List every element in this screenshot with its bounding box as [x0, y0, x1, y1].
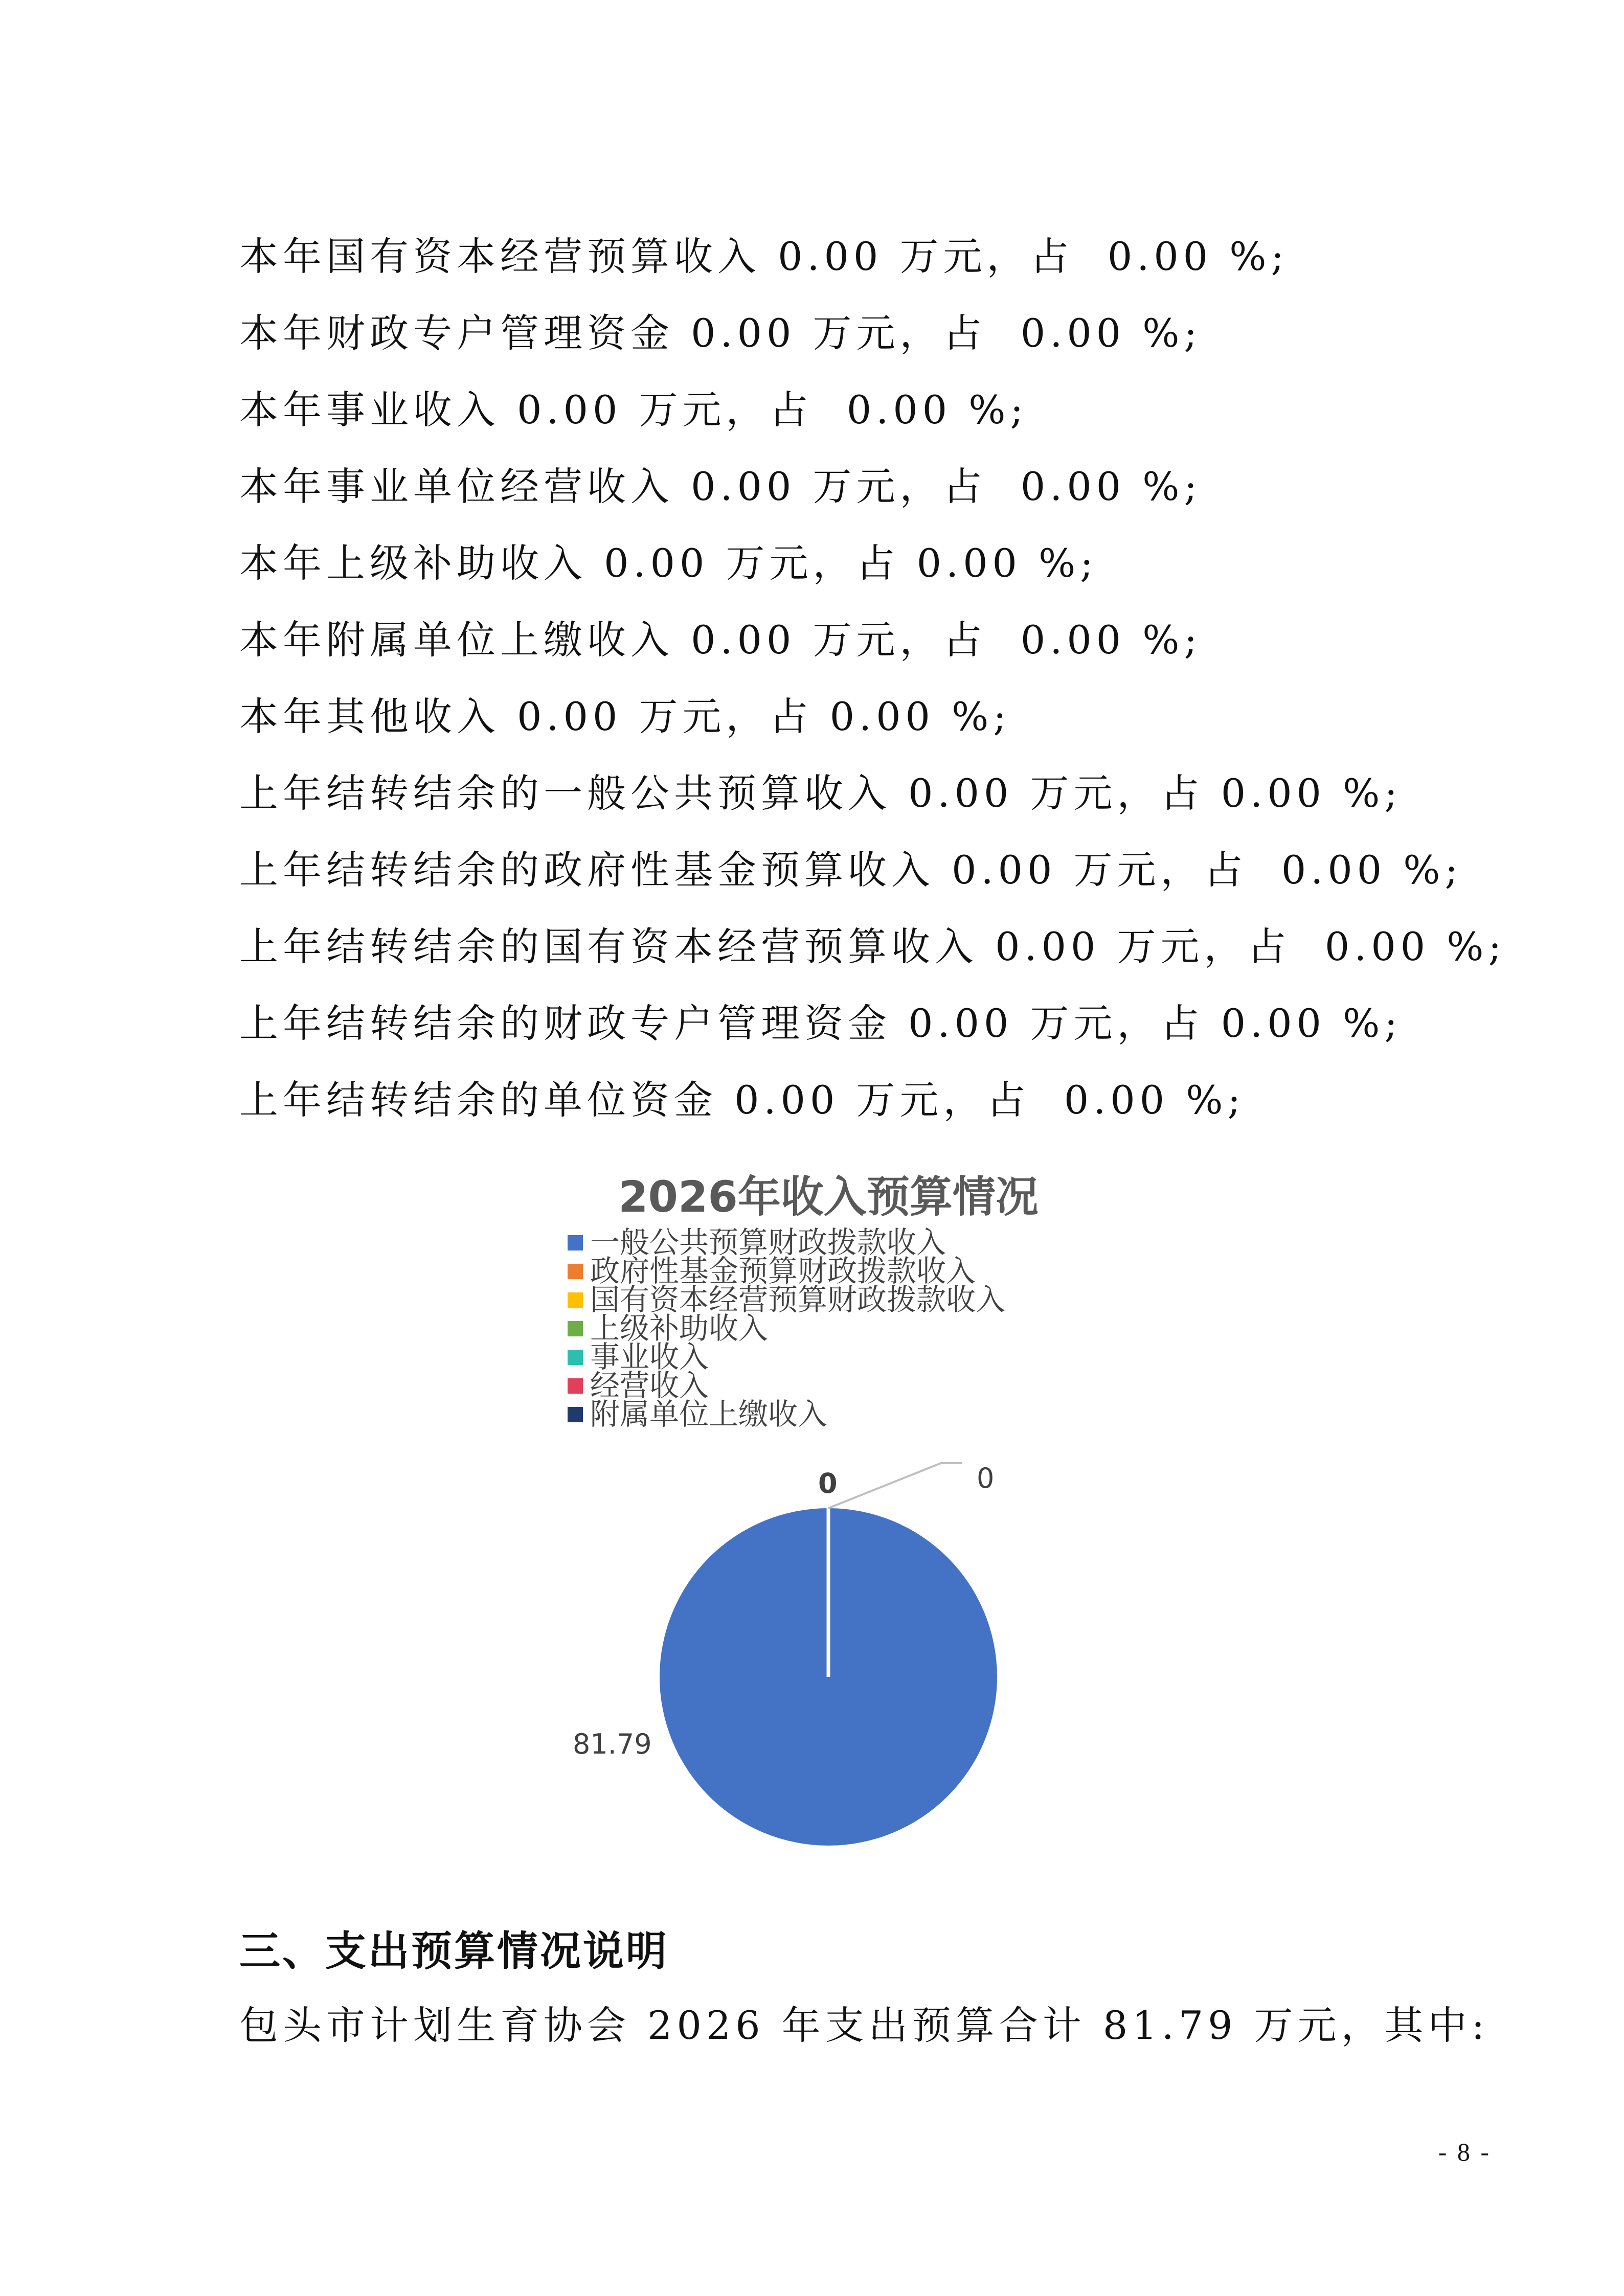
text-line: 本年上级补助收入 0.00 万元，占 0.00 %;: [239, 540, 1098, 586]
data-label: 0: [818, 1467, 838, 1499]
legend-label: 事业收入: [590, 1339, 709, 1374]
legend-swatch: [568, 1350, 583, 1365]
income-pie-chart: [522, 1145, 1135, 1851]
text-line: 上年结转结余的政府性基金预算收入 0.00 万元，占 0.00 %;: [239, 847, 1463, 893]
legend-swatch: [568, 1407, 583, 1422]
legend-swatch: [568, 1292, 583, 1308]
data-label: 0: [977, 1462, 995, 1494]
text-line: 上年结转结余的财政专户管理资金 0.00 万元，占 0.00 %;: [239, 1001, 1402, 1046]
legend-label: 一般公共预算财政拨款收入: [590, 1225, 946, 1260]
text-line: 本年其他收入 0.00 万元，占 0.00 %;: [239, 694, 1011, 739]
text-line: 本年财政专户管理资金 0.00 万元，占 0.00 %;: [239, 310, 1202, 356]
text-line: 本年事业单位经营收入 0.00 万元，占 0.00 %;: [239, 464, 1202, 509]
chart-title: 2026年收入预算情况: [618, 1172, 1039, 1222]
legend-label: 附属单位上缴收入: [590, 1397, 828, 1431]
chart-legend: [568, 1225, 1005, 1431]
legend-swatch: [568, 1235, 583, 1251]
pie-area: [573, 1462, 997, 1846]
legend-swatch: [568, 1378, 583, 1394]
text-line: 本年附属单位上缴收入 0.00 万元，占 0.00 %;: [239, 617, 1202, 663]
label-leader-line: [828, 1463, 962, 1508]
data-label: 81.79: [573, 1728, 652, 1760]
legend-swatch: [568, 1321, 583, 1336]
text-line: 本年国有资本经营预算收入 0.00 万元，占 0.00 %;: [239, 234, 1289, 279]
text-line: 上年结转结余的单位资金 0.00 万元，占 0.00 %;: [239, 1077, 1246, 1123]
text-line: 本年事业收入 0.00 万元，占 0.00 %;: [239, 387, 1028, 433]
page-number: - 8 -: [1438, 2138, 1491, 2166]
section-heading: 三、支出预算情况说明: [239, 1927, 669, 1975]
section-paragraph: 包头市计划生育协会 2026 年支出预算合计 81.79 万元，其中:: [239, 2003, 1490, 2048]
text-line: 上年结转结余的国有资本经营预算收入 0.00 万元，占 0.00 %;: [239, 924, 1506, 969]
legend-label: 政府性基金预算财政拨款收入: [590, 1254, 976, 1288]
text-line: 上年结转结余的一般公共预算收入 0.00 万元，占 0.00 %;: [239, 770, 1402, 816]
legend-label: 上级补助收入: [590, 1311, 769, 1346]
legend-swatch: [568, 1264, 583, 1279]
legend-label: 经营收入: [590, 1368, 709, 1403]
legend-label: 国有资本经营预算财政拨款收入: [590, 1282, 1006, 1317]
